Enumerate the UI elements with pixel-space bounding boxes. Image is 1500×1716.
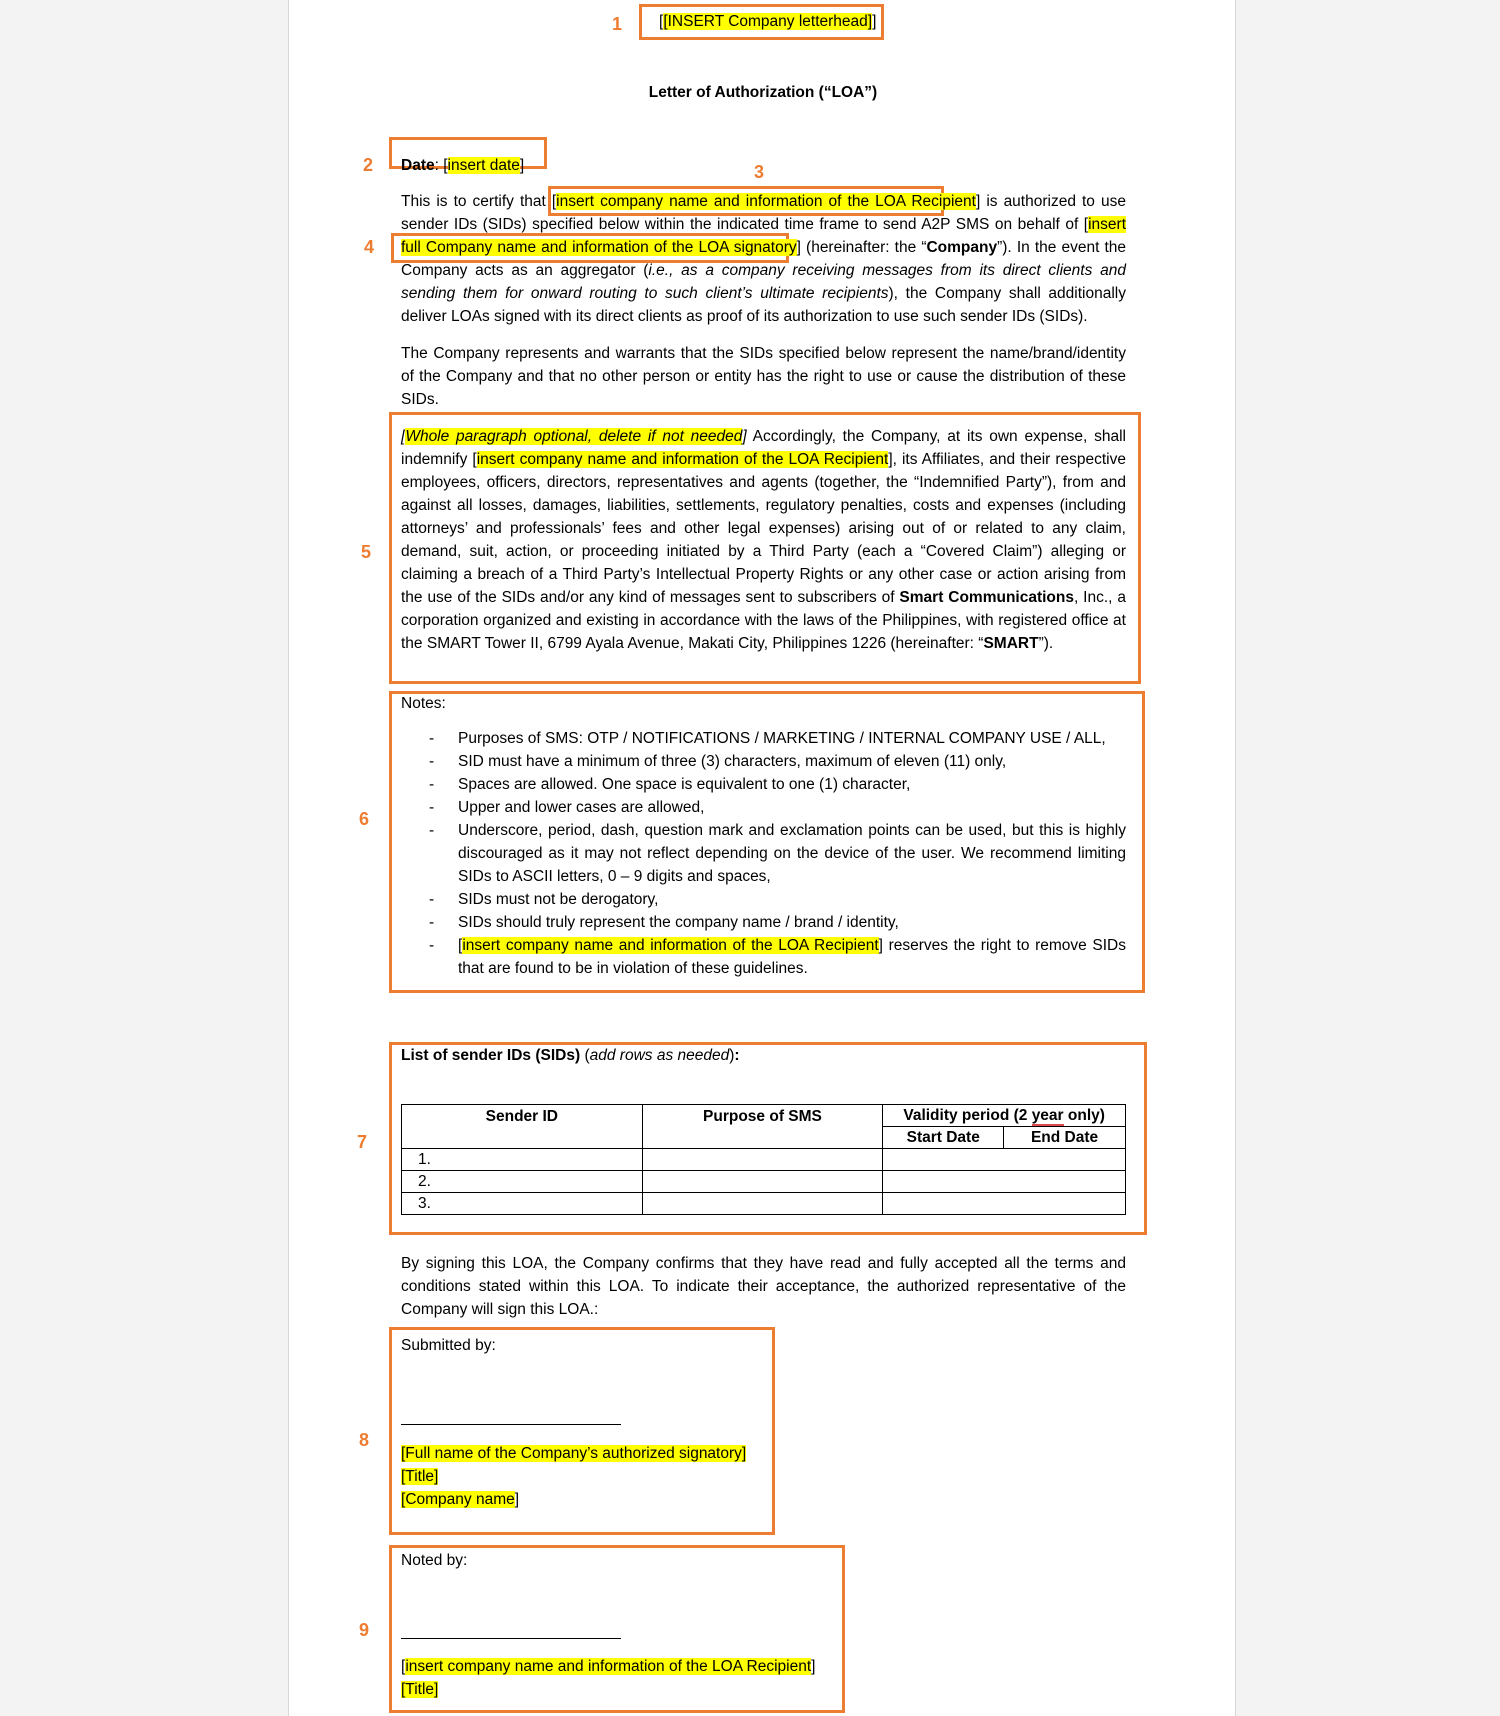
submitted-block: [Full name of the Company’s authorized signatory] [Title] [Company name] xyxy=(401,1445,747,1508)
marker-number-4: 4 xyxy=(364,237,375,257)
col-header-start-date: Start Date xyxy=(883,1127,1004,1149)
marker-number-6: 6 xyxy=(359,809,370,829)
table-row xyxy=(402,1193,1126,1215)
recipient-placeholder: insert company name and information of the LOA Recipient xyxy=(556,193,976,210)
notes-heading: Notes: xyxy=(401,695,446,712)
noted-label: Noted by: xyxy=(401,1552,468,1569)
list-item: - Underscore, period, dash, question mark and exclamation points can be used, but this is highly discouraged as it may not reflect depending on the device of the user. We recommend limiting SIDs to ASCII letters, 0 – 9 digits and spaces, xyxy=(401,819,1126,888)
sid-table xyxy=(401,1104,1126,1215)
date-label: Date xyxy=(401,157,435,174)
row-number: 1. xyxy=(402,1149,643,1171)
signing-paragraph: By signing this LOA, the Company confirms that they have read and fully accepted all the terms and conditions stated within this LOA. To indicate their acceptance, the authorized representative of the Company will sign this LOA.: xyxy=(401,1255,1126,1318)
signatory-title: [Title] xyxy=(401,1468,439,1485)
col-header-validity: Validity period (2 year only) xyxy=(883,1105,1126,1127)
noted-block: [insert company name and information of the LOA Recipient] [Title] xyxy=(401,1658,816,1698)
signatory-name: [Full name of the Company’s authorized signatory] xyxy=(401,1445,747,1462)
col-header-purpose: Purpose of SMS xyxy=(642,1105,883,1149)
recipient-title: [Title] xyxy=(401,1681,439,1698)
table-cell[interactable] xyxy=(642,1193,883,1215)
recipient-placeholder: insert company name and information of the LOA Recipient xyxy=(405,1658,812,1675)
table-cell[interactable] xyxy=(642,1171,883,1193)
indemnify-paragraph: [Whole paragraph optional, delete if not needed] Accordingly, the Company, at its own expense, shall indemnify [insert company name and information of the LOA Recipient], its Affiliates, and their respective employees, officers, directors, representatives and agents (together, the “Indemnified Party”), from and against all losses, damages, liabilities, settlements, regulatory penalties, costs and expenses (including attorneys’ and professionals’ fees and other legal expenses) arising out of or related to any claim, demand, suit, action, or proceeding initiated by a Third Party (each a “Covered Claim”) alleging or claiming a breach of a Third Party’s Intellectual Property Rights or any other case or action arising from the use of the SIDs and/or any kind of messages sent to subscribers of Smart Communications, Inc., a corporation organized and existing in accordance with the laws of the Philippines, with registered office at the SMART Tower II, 6799 Ayala Avenue, Makati City, Philippines 1226 (hereinafter: “SMART”). xyxy=(401,428,1126,652)
marker-number-3: 3 xyxy=(754,162,765,182)
table-cell[interactable] xyxy=(642,1149,883,1171)
table-row xyxy=(402,1149,1126,1171)
certify-paragraph: This is to certify that [insert company name and information of the LOA Recipient] is authorized to use sender IDs (SIDs) specified below within the indicated time frame to send A2P SMS on behalf of [insert full Company name and information of the LOA signatory] (hereinafter: the “Company”). In the event the Company acts as an aggregator (i.e., as a company receiving messages from its direct clients and sending them for onward routing to such client’s ultimate recipients), the Company shall additionally deliver LOAs signed with its direct clients as proof of its authorization to use such sender IDs (SIDs). xyxy=(401,193,1127,325)
list-item: - SIDs should truly represent the company name / brand / identity, xyxy=(401,911,1126,934)
table-row xyxy=(402,1171,1126,1193)
table-cell[interactable] xyxy=(883,1149,1126,1171)
notes-list xyxy=(401,727,1126,980)
marker-number-5: 5 xyxy=(361,542,372,562)
date-value: insert date xyxy=(447,157,520,174)
list-item: - SIDs must not be derogatory, xyxy=(401,888,1126,911)
marker-number-8: 8 xyxy=(359,1430,370,1450)
submitted-label: Submitted by: xyxy=(401,1337,496,1354)
signatory-placeholder: full Company name and information of the LOA signatory xyxy=(401,239,797,256)
list-item: - Upper and lower cases are allowed, xyxy=(401,796,1126,819)
signature-line xyxy=(401,1424,621,1425)
signatory-company: Company name xyxy=(405,1491,515,1508)
marker-number-9: 9 xyxy=(359,1620,370,1640)
list-item: - SID must have a minimum of three (3) characters, maximum of eleven (11) only, xyxy=(401,750,1126,773)
marker-number-1: 1 xyxy=(612,14,623,34)
document-page xyxy=(288,0,1236,1716)
optional-note: Whole paragraph optional, delete if not needed xyxy=(405,428,743,445)
letterhead-placeholder: [[INSERT Company letterhead]] xyxy=(659,13,877,30)
list-item: - Spaces are allowed. One space is equivalent to one (1) character, xyxy=(401,773,1126,796)
letterhead-text: [INSERT Company letterhead] xyxy=(663,13,873,30)
sid-list-heading: List of sender IDs (SIDs) (add rows as needed): xyxy=(401,1047,740,1064)
date-line: Date: [insert date] xyxy=(401,157,525,174)
col-header-end-date: End Date xyxy=(1004,1127,1126,1149)
list-item: - [insert company name and information of the LOA Recipient] reserves the right to remove SIDs that are found to be in violation of these guidelines. xyxy=(401,934,1126,980)
table-cell[interactable] xyxy=(883,1171,1126,1193)
signature-line xyxy=(401,1638,621,1639)
marker-number-2: 2 xyxy=(363,155,374,175)
marker-number-7: 7 xyxy=(357,1132,368,1152)
col-header-sender-id: Sender ID xyxy=(402,1105,643,1149)
table-cell[interactable] xyxy=(883,1193,1126,1215)
row-number: 3. xyxy=(402,1193,643,1215)
row-number: 2. xyxy=(402,1171,643,1193)
list-item: - Purposes of SMS: OTP / NOTIFICATIONS / MARKETING / INTERNAL COMPANY USE / ALL, xyxy=(401,727,1126,750)
represents-paragraph: The Company represents and warrants that the SIDs specified below represent the name/brand/identity of the Company and that no other person or entity has the right to use or cause the distribution of these SIDs. xyxy=(401,345,1126,408)
page-title: Letter of Authorization (“LOA”) xyxy=(648,84,878,101)
